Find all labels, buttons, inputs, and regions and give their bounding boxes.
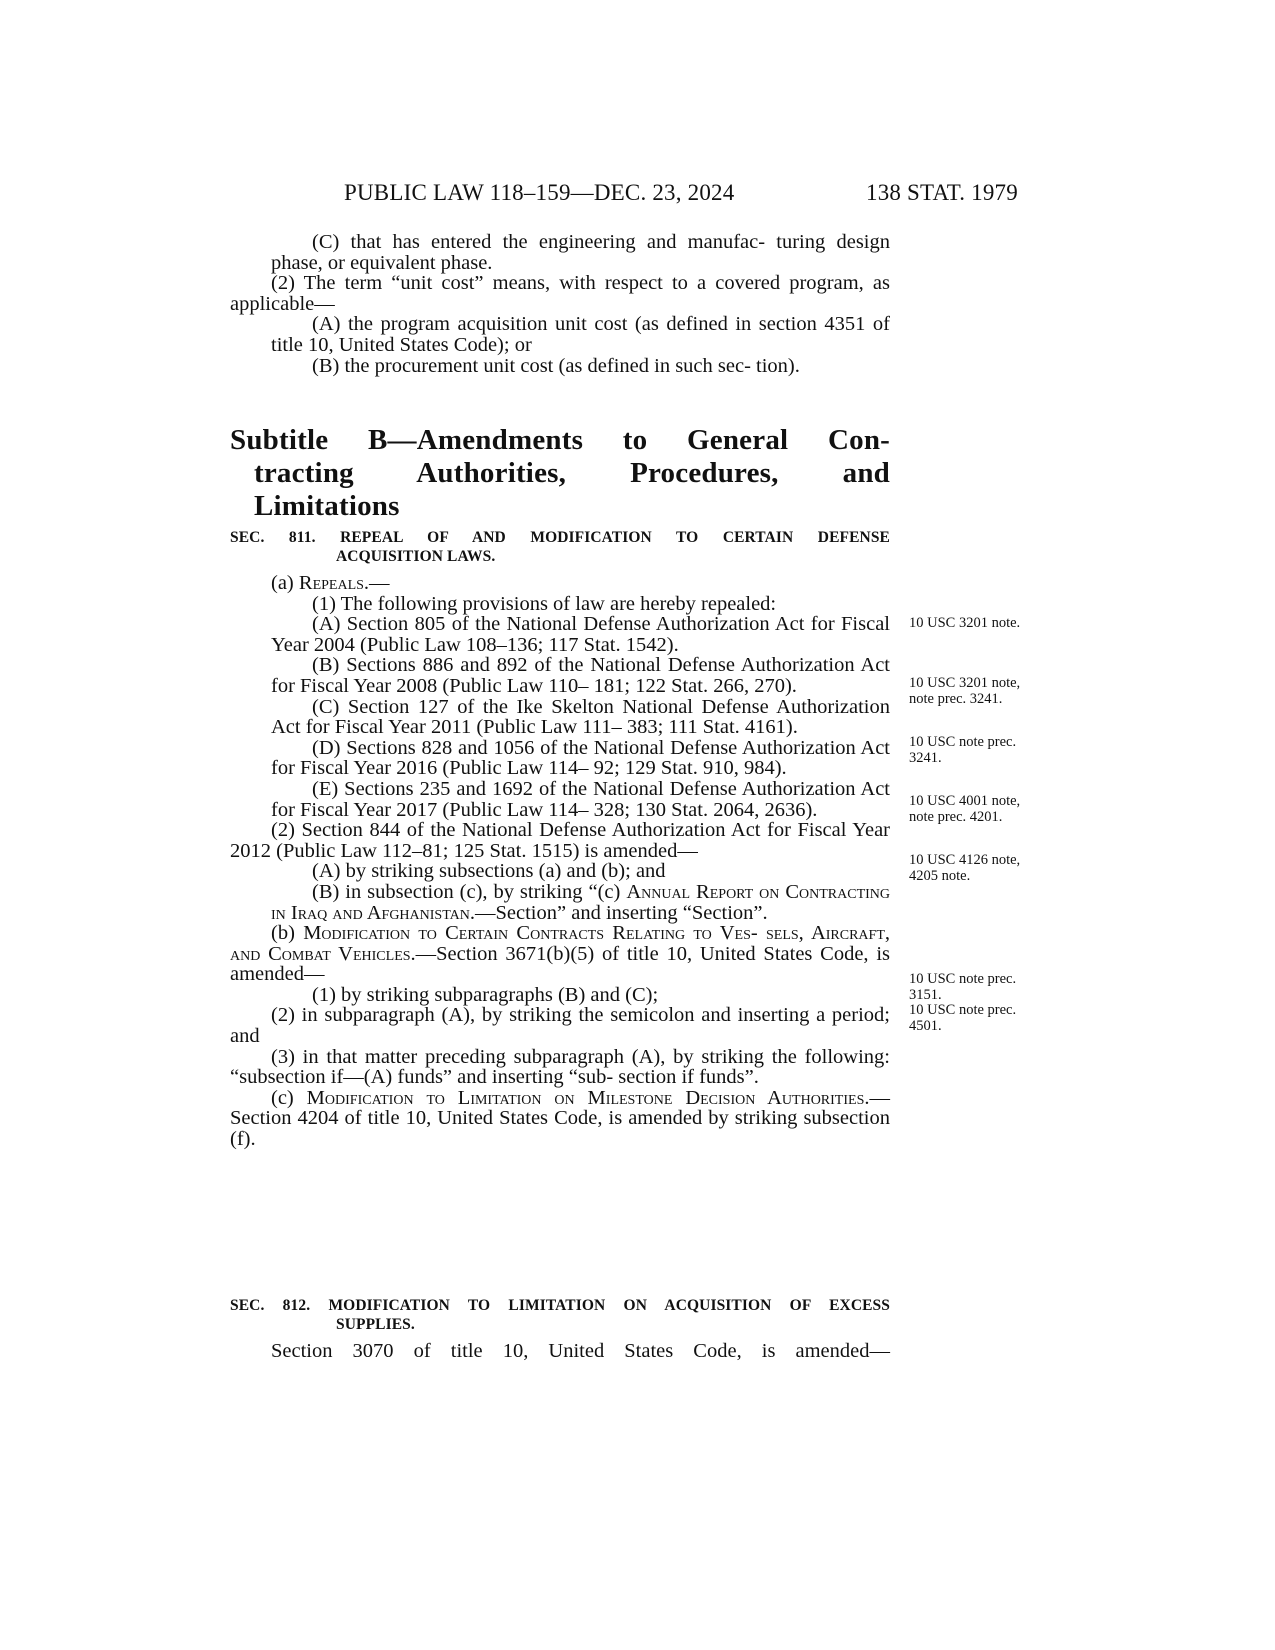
intro-block [230, 232, 890, 376]
paragraph-a2B-tail: .—Section” and inserting “Section”. [469, 901, 768, 924]
subsection-a-heading [230, 573, 890, 594]
section-812-heading [230, 1296, 890, 1334]
running-header-page-number: 138 STAT. 1979 [866, 180, 1018, 205]
paragraph-a1C: (C) Section 127 of the Ike Skelton National Defense Authorization Act for Fiscal Year 2011 (Public Law 111– 383; 111 Stat. 4161). [271, 695, 890, 739]
subsection-c-text: .—Section 4204 of title 10, United States Code, is amended by striking subsection (f). [230, 1086, 890, 1151]
subsection-c [230, 1088, 890, 1150]
paragraph-a2: (2) Section 844 of the National Defense Authorization Act for Fiscal Year 2012 (Public Law 112–81; 125 Stat. 1515) is amended— [230, 819, 890, 862]
section-811-heading-line-2: ACQUISITION LAWS. [336, 548, 496, 565]
margin-note-1: 10 USC 3201 note. [909, 615, 1021, 631]
paragraph-a2B-lead: (B) in subsection (c), by striking “(c) [312, 880, 627, 903]
subsection-b-text: .—Section 3671(b)(5) of title 10, United States Code, is amended— [230, 942, 890, 986]
margin-note-3: 10 USC note prec. 3241. [909, 734, 1017, 766]
paragraph-a2B [230, 882, 890, 923]
margin-note-6: 10 USC note prec. 3151. [909, 971, 1017, 1003]
section-811-heading [230, 528, 890, 566]
subtitle-line-3: Limitations [254, 490, 400, 522]
subsection-c-title: Modification to Limitation on Milestone Decision Authorities [306, 1086, 865, 1109]
paragraph-a1B: (B) Sections 886 and 892 of the National Defense Authorization Act for Fiscal Year 2008 (Public Law 110– 181; 122 Stat. 266, 270). [271, 654, 890, 697]
section-812-body [230, 1341, 890, 1362]
subsection-c-prefix: (c) [271, 1086, 307, 1109]
paragraph-a1: (1) The following provisions of law are hereby repealed: [312, 592, 777, 615]
paragraph-2-unit-cost: (2) The term “unit cost” means, with respect to a covered program, as applicable— [230, 272, 890, 315]
paragraph-b2: (2) in subparagraph (A), by striking the semicolon and inserting a period; and [230, 1004, 890, 1048]
paragraph-a1D: (D) Sections 828 and 1056 of the National Defense Authorization Act for Fiscal Year 2016 (Public Law 114– 92; 129 Stat. 910, 984). [271, 736, 890, 780]
paragraph-b3: (3) in that matter preceding subparagraph (A), by striking the following: “subsection if—(A) funds” and inserting “sub- section if funds”. [230, 1045, 890, 1089]
subsection-a-title: Repeals [298, 572, 364, 594]
section-812-heading-line-1: SEC. 812. MODIFICATION TO LIMITATION ON ACQUISITION OF EXCESS [230, 1297, 890, 1314]
paragraph-2a: (A) the program acquisition unit cost (as defined in section 4351 of title 10, United States Code); or [271, 313, 890, 356]
paragraph-a2B-caption: Annual Report on Contracting in Iraq and Afghanistan [271, 880, 891, 924]
subsection-a-suffix: .— [363, 572, 390, 594]
section-811-heading-line-1: SEC. 811. REPEAL OF AND MODIFICATION TO CERTAIN DEFENSE [230, 529, 890, 546]
margin-note-2: 10 USC 3201 note, note prec. 3241. [909, 675, 1021, 707]
paragraph-2b: (B) the procurement unit cost (as defined in such sec- tion). [312, 354, 800, 377]
margin-note-4: 10 USC 4001 note, note prec. 4201. [909, 793, 1021, 825]
section-812-heading-line-2: SUPPLIES. [336, 1316, 415, 1333]
paragraph-a1E: (E) Sections 235 and 1692 of the National Defense Authorization Act for Fiscal Year 2017 (Public Law 114– 328; 130 Stat. 2064, 2636). [271, 777, 890, 821]
section-812-text: Section 3070 of title 10, United States Code, is amended— [271, 1340, 890, 1362]
section-811-body [230, 573, 890, 1150]
subtitle-heading [230, 424, 890, 523]
running-header-title: PUBLIC LAW 118–159—DEC. 23, 2024 [344, 180, 735, 205]
paragraph-a1A: (A) Section 805 of the National Defense Authorization Act for Fiscal Year 2004 (Public Law 108–136; 117 Stat. 1542). [271, 613, 890, 656]
subsection-b-prefix: (b) [271, 922, 304, 945]
paragraph-c-continued: (C) that has entered the engineering and manufac- turing design phase, or equivalent phase. [271, 231, 890, 274]
subsection-b [230, 923, 890, 985]
paragraph-b1: (1) by striking subparagraphs (B) and (C); [312, 983, 659, 1006]
subtitle-line-1: Subtitle B—Amendments to General Con- [230, 424, 890, 456]
margin-note-7: 10 USC note prec. 4501. [909, 1002, 1017, 1034]
margin-note-5: 10 USC 4126 note, 4205 note. [909, 852, 1021, 884]
subsection-a-prefix: (a) [271, 572, 299, 594]
subtitle-line-2: tracting Authorities, Procedures, and [254, 457, 890, 489]
subsection-b-title: Modification to Certain Contracts Relating to Ves- sels, Aircraft, and Combat Vehicles [230, 922, 890, 965]
paragraph-a2A: (A) by striking subsections (a) and (b); and [312, 860, 666, 883]
